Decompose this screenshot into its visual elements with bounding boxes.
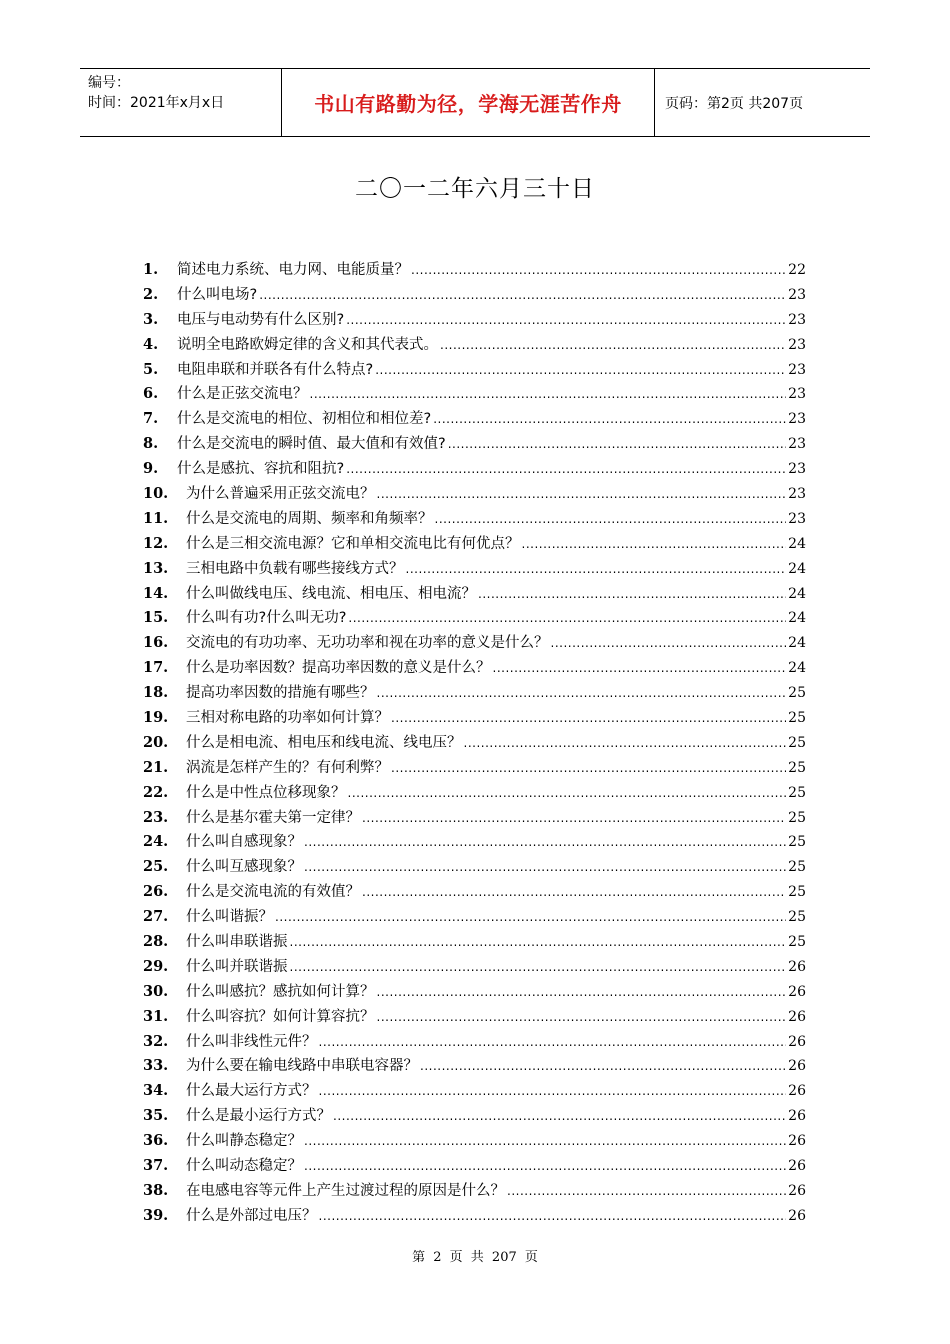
toc-entry-page: 24 [788,660,806,677]
header-page-info: 页码：第2页 共207页 [665,95,804,112]
toc-entry-page: 23 [788,510,806,527]
toc-entry-number: 18. [143,684,169,702]
toc-entry-title: 什么叫谐振？ [186,909,273,926]
toc-dot-leader [440,333,786,358]
toc-dot-leader [348,781,787,806]
toc-dot-leader [391,706,786,731]
toc-dot-leader [259,283,786,308]
toc-entry[interactable] [143,806,806,831]
toc-entry[interactable] [143,1005,806,1030]
toc-entry-title: 电压与电动势有什么区别? [177,311,345,328]
toc-entry-page: 25 [788,809,806,826]
toc-entry[interactable] [143,731,806,756]
toc-entry[interactable] [143,382,806,407]
toc-entry-number: 27. [143,908,169,926]
toc-entry-number: 37. [143,1157,169,1175]
toc-entry-page: 26 [788,1033,806,1050]
toc-entry-page: 23 [788,361,806,378]
toc-entry-page: 23 [788,386,806,403]
toc-entry[interactable] [143,507,806,532]
toc-entry-page: 25 [788,759,806,776]
toc-entry-number: 25. [143,858,169,876]
toc-entry-number: 33. [143,1057,169,1075]
toc-entry-page: 25 [788,934,806,951]
toc-dot-leader [377,681,787,706]
toc-entry-title: 什么叫电场? [177,286,258,303]
toc-entry-number: 19. [143,709,169,727]
toc-entry-number: 10. [143,485,169,502]
toc-entry[interactable] [143,656,806,681]
toc-entry[interactable] [143,606,806,631]
toc-entry-page: 26 [788,1108,806,1125]
toc-entry-page: 24 [788,535,806,552]
toc-entry-page: 25 [788,909,806,926]
toc-dot-leader [290,955,787,980]
toc-entry-title: 什么叫互感现象？ [186,859,302,876]
toc-dot-leader [478,582,786,607]
toc-dot-leader [375,358,786,383]
toc-entry[interactable] [143,706,806,731]
toc-entry[interactable] [143,1204,806,1229]
toc-entry[interactable] [143,482,806,507]
toc-entry-title: 什么是交流电的周期、频率和角频率？ [186,510,433,527]
toc-entry[interactable] [143,681,806,706]
document-number-label: 编号： [88,75,130,91]
toc-dot-leader [275,905,786,930]
toc-entry-page: 25 [788,784,806,801]
toc-entry[interactable] [143,258,806,283]
toc-entry-number: 38. [143,1181,169,1199]
toc-dot-leader [406,557,787,582]
toc-dot-leader [319,1204,787,1229]
toc-entry[interactable] [143,1154,806,1179]
toc-entry-page: 26 [788,1008,806,1025]
toc-dot-leader [290,930,787,955]
toc-entry-page: 23 [788,336,806,353]
toc-entry-page: 23 [788,311,806,328]
toc-entry-title: 什么叫容抗？如何计算容抗？ [186,1008,375,1025]
document-time-label: 时间：2021年x月x日 [88,95,225,111]
toc-entry-page: 26 [788,1182,806,1199]
toc-entry[interactable] [143,1104,806,1129]
toc-dot-leader [348,606,786,631]
toc-entry-title: 什么叫并联谐振 [186,958,288,975]
toc-entry-title: 三相对称电路的功率如何计算？ [186,710,389,727]
toc-entry-page: 26 [788,1207,806,1224]
toc-entry-number: 35. [143,1107,169,1125]
toc-entry[interactable] [143,855,806,880]
toc-dot-leader [304,830,786,855]
toc-entry-number: 9. [143,460,159,478]
toc-entry-title: 说明全电路欧姆定律的含义和其代表式。 [177,336,438,353]
toc-entry-number: 16. [143,634,169,652]
toc-entry[interactable] [143,1179,806,1204]
toc-entry-title: 为什么普遍采用正弦交流电？ [186,486,375,502]
toc-entry-number: 1. [143,260,159,278]
toc-entry-page: 24 [788,610,806,627]
toc-entry-number: 7. [143,410,159,428]
toc-dot-leader [304,1154,786,1179]
toc-entry[interactable] [143,905,806,930]
toc-entry-number: 26. [143,883,169,901]
toc-entry-page: 23 [788,461,806,478]
toc-dot-leader [391,756,786,781]
toc-dot-leader [319,1030,787,1055]
toc-entry-page: 23 [788,411,806,428]
toc-entry[interactable] [143,980,806,1005]
toc-entry[interactable] [143,1055,806,1080]
toc-entry-page: 26 [788,1133,806,1150]
toc-entry-title: 什么是三相交流电源？它和单相交流电比有何优点？ [186,535,520,552]
toc-entry-page: 24 [788,635,806,652]
toc-entry-title: 三相电路中负载有哪些接线方式？ [186,560,404,577]
toc-entry[interactable] [143,358,806,383]
toc-dot-leader [346,457,786,482]
toc-entry-number: 12. [143,534,169,552]
toc-dot-leader [377,482,787,507]
toc-entry-title: 交流电的有功功率、无功功率和视在功率的意义是什么？ [186,635,549,652]
toc-dot-leader [551,631,787,656]
toc-entry[interactable] [143,930,806,955]
toc-entry-title: 什么叫非线性元件？ [186,1033,317,1050]
toc-entry-number: 15. [143,609,169,627]
toc-dot-leader [304,855,786,880]
toc-entry-title: 什么是基尔霍夫第一定律？ [186,809,360,826]
toc-entry-number: 30. [143,982,169,1000]
toc-entry-number: 28. [143,933,169,951]
toc-dot-leader [464,731,787,756]
toc-entry[interactable] [143,283,806,308]
toc-entry-title: 什么是中性点位移现象？ [186,784,346,801]
toc-entry-title: 什么叫串联谐振 [186,934,288,951]
toc-entry-number: 21. [143,758,169,776]
toc-entry-number: 31. [143,1007,169,1025]
toc-dot-leader [433,407,786,432]
toc-entry-title: 什么是交流电的瞬时值、最大值和有效值? [177,436,446,453]
toc-entry-page: 25 [788,734,806,751]
toc-entry-number: 39. [143,1206,169,1224]
toc-entry-number: 20. [143,733,169,751]
toc-entry-title: 什么叫动态稳定？ [186,1158,302,1175]
toc-entry-title: 什么叫做线电压、线电流、相电压、相电流？ [186,585,476,602]
toc-entry-title: 什么叫有功?什么叫无功? [186,610,347,627]
toc-entry-page: 26 [788,1058,806,1075]
toc-entry-page: 22 [788,261,806,278]
toc-entry-title: 什么是最小运行方式？ [186,1108,331,1125]
toc-entry-page: 24 [788,560,806,577]
toc-dot-leader [448,432,786,457]
toc-entry-title: 什么是交流电流的有效值？ [186,884,360,901]
toc-dot-leader [377,980,787,1005]
toc-entry-number: 36. [143,1132,169,1150]
toc-entry-page: 24 [788,585,806,602]
toc-entry-page: 26 [788,983,806,1000]
toc-entry-page: 25 [788,710,806,727]
toc-entry-title: 什么叫感抗？感抗如何计算？ [186,983,375,1000]
toc-entry[interactable] [143,756,806,781]
toc-dot-leader [435,507,787,532]
toc-entry[interactable] [143,582,806,607]
toc-dot-leader [346,308,786,333]
toc-entry[interactable] [143,631,806,656]
toc-entry-number: 6. [143,385,159,403]
toc-entry[interactable] [143,1129,806,1154]
toc-entry-title: 电阻串联和并联各有什么特点? [177,361,374,378]
header-meta [80,69,282,136]
toc-entry[interactable] [143,333,806,358]
toc-entry-page: 25 [788,685,806,702]
toc-entry-title: 什么是功率因数？提高功率因数的意义是什么？ [186,660,491,677]
toc-entry-page: 26 [788,1158,806,1175]
toc-entry-title: 提高功率因数的措施有哪些？ [186,685,375,702]
toc-entry[interactable] [143,830,806,855]
toc-entry[interactable] [143,955,806,980]
toc-entry-title: 在电感电容等元件上产生过渡过程的原因是什么？ [186,1182,505,1199]
toc-entry-title: 什么是感抗、容抗和阻抗? [177,461,345,478]
toc-entry-title: 什么是相电流、相电压和线电流、线电压？ [186,734,462,751]
toc-entry-page: 23 [788,436,806,453]
toc-entry-number: 24. [143,833,169,851]
toc-entry-title: 为什么要在输电线路中串联电容器？ [186,1058,418,1075]
toc-entry-number: 13. [143,559,169,577]
toc-entry-title: 简述电力系统、电力网、电能质量？ [177,261,409,278]
toc-entry-number: 23. [143,808,169,826]
toc-dot-leader [377,1005,787,1030]
toc-entry-number: 8. [143,435,159,453]
toc-dot-leader [493,656,787,681]
toc-dot-leader [362,880,786,905]
toc-dot-leader [319,1079,787,1104]
toc-entry-number: 3. [143,310,159,328]
toc-entry[interactable] [143,432,806,457]
toc-entry-number: 2. [143,285,159,303]
date-title: 二〇一二年六月三十日 [355,176,595,202]
toc-entry-number: 11. [143,509,169,527]
toc-entry[interactable] [143,308,806,333]
header-motto: 书山有路勤为径，学海无涯苦作舟 [282,69,655,136]
toc-dot-leader [420,1054,786,1079]
toc-entry-title: 什么最大运行方式？ [186,1083,317,1100]
toc-entry-page: 23 [788,286,806,303]
toc-entry-number: 4. [143,335,159,353]
toc-entry[interactable] [143,880,806,905]
toc-dot-leader [522,532,787,557]
toc-entry-page: 26 [788,1083,806,1100]
toc-entry-page: 25 [788,834,806,851]
toc-entry[interactable] [143,457,806,482]
toc-entry-title: 什么是正弦交流电？ [177,386,308,403]
toc-entry-title: 涡流是怎样产生的？有何利弊？ [186,759,389,776]
toc-dot-leader [411,258,786,283]
toc-entry-number: 5. [143,360,159,378]
toc-dot-leader [333,1104,786,1129]
toc-entry-number: 29. [143,957,169,975]
toc-entry-title: 什么叫自感现象？ [186,834,302,851]
toc-entry-page: 25 [788,884,806,901]
toc-entry-title: 什么是外部过电压？ [186,1207,317,1224]
toc-entry[interactable] [143,1079,806,1104]
toc-dot-leader [362,806,786,831]
toc-entry[interactable] [143,557,806,582]
toc-entry[interactable] [143,781,806,806]
toc-dot-leader [507,1179,786,1204]
toc-entry[interactable] [143,1030,806,1055]
toc-entry-number: 32. [143,1032,169,1050]
toc-entry-page: 26 [788,958,806,975]
toc-entry-page: 23 [788,486,806,502]
toc-dot-leader [310,382,787,407]
toc-entry-number: 14. [143,584,169,602]
toc-entry-page: 25 [788,859,806,876]
toc-entry[interactable] [143,532,806,557]
toc-entry-number: 22. [143,783,169,801]
page-header [80,68,870,137]
toc-entry-title: 什么叫静态稳定？ [186,1133,302,1150]
toc-dot-leader [304,1129,786,1154]
toc-entry[interactable] [143,407,806,432]
toc-entry-title: 什么是交流电的相位、初相位和相位差? [177,411,432,428]
toc-entry-number: 34. [143,1082,169,1100]
page-footer: 第 2 页 共 207 页 [412,1250,538,1265]
toc-entry-number: 17. [143,659,169,677]
table-of-contents [143,258,806,1229]
